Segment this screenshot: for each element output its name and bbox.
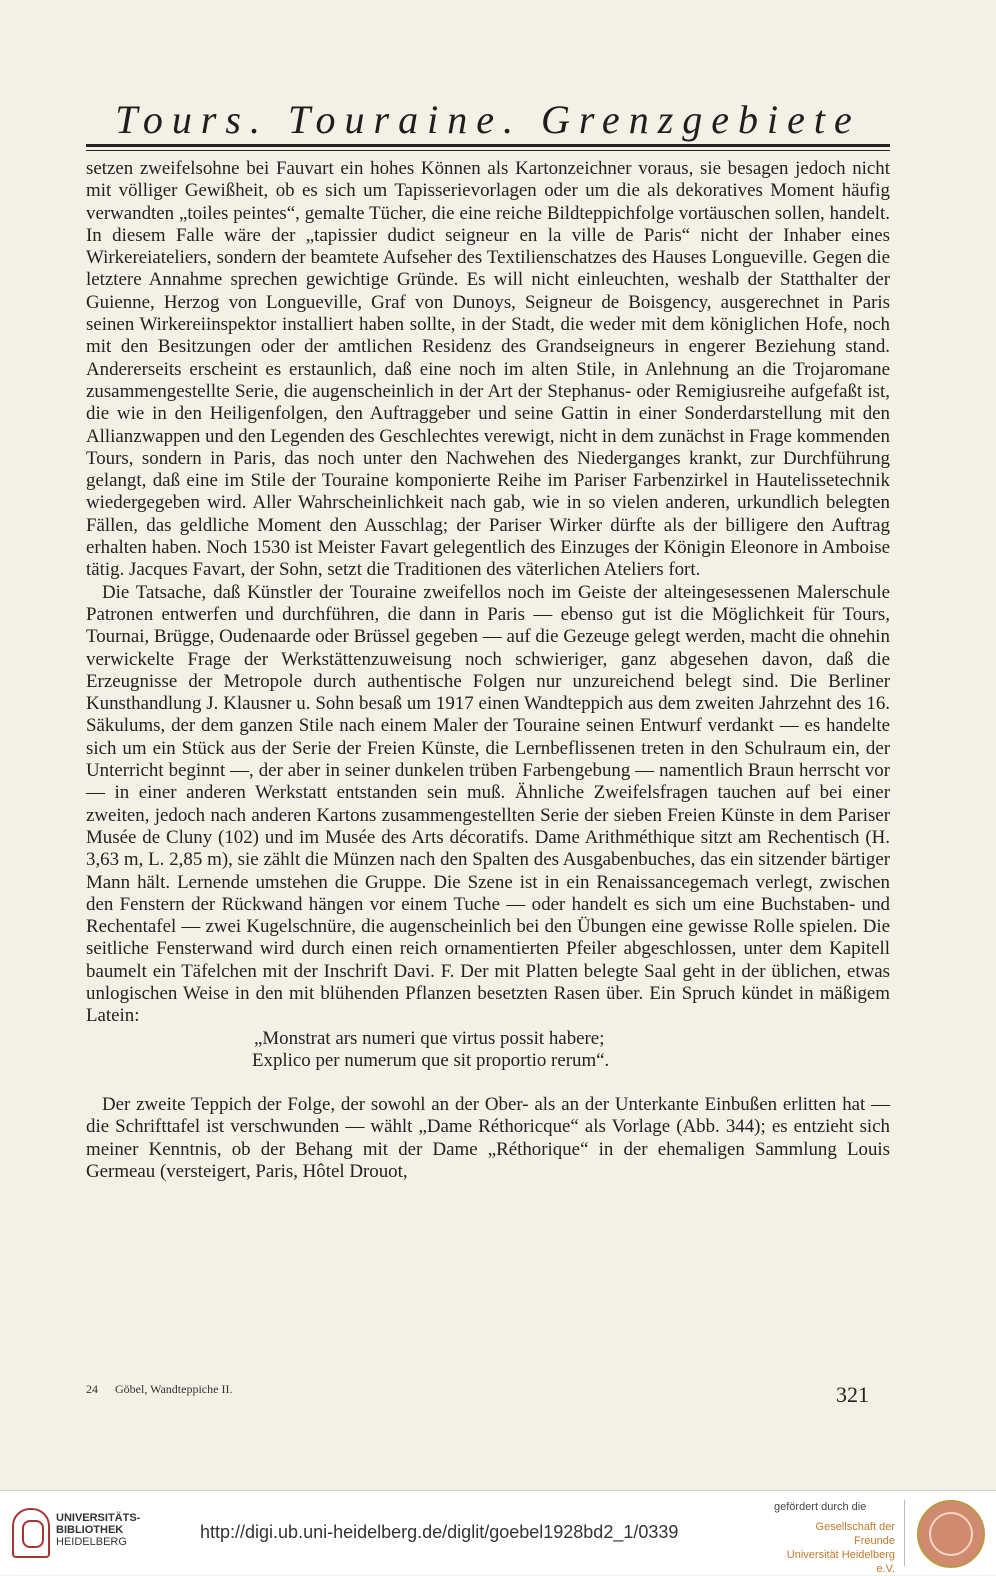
- university-library-logo-icon: [12, 1508, 50, 1558]
- library-line-1: UNIVERSITÄTS-: [56, 1512, 141, 1524]
- body-text: [86, 158, 890, 1183]
- verse-gap: [86, 1072, 890, 1094]
- paragraph-3: Der zweite Teppich der Folge, der sowohl an der Ober- als an der Unterkante Einbußen erlitten hat — die Schrifttafel ist verschwunden — wählt „Dame Réthoricque“ als Vorlage (Abb. 344); es entzieht sich meiner Kenntnis, ob der Behang mit der Dame „Réthorique“ in der ehemaligen Sammlung Louis Germeau (versteigert, Paris, Hôtel Drouot,: [86, 1094, 890, 1183]
- paragraph-1: setzen zweifelsohne bei Fauvart ein hohes Können als Kartonzeichner voraus, sie besagen jedoch nicht mit völliger Gewißheit, ob es sich um Tapisserievorlagen oder um die als dekoratives Moment häufig verwandten „toiles peintes“, gemalte Tücher, die eine reiche Bildteppichfolge vortäuschen sollen, handelt. In diesem Falle wäre der „tapissier dudict seigneur en la ville de Paris“ nicht der Inhaber eines Wirkereiateliers, sondern der beamtete Aufseher des Textilienschatzes des Hauses Longueville. Gegen die letztere Annahme sprechen gewichtige Gründe. Es will nicht einleuchten, weshalb der Statthalter der Guienne, Herzog von Longueville, Graf von Dunoys, Seigneur de Boisgency, ausgerechnet in Paris seinen Wirkereiinspektor installiert haben sollte, in der Stadt, die weder mit dem königlichen Hofe, noch mit den Besitzungen oder der amtlichen Residenz des Grandseigneurs in engerer Beziehung stand. Andererseits erscheint es erstaunlich, daß eine noch im alten Stile, in Anlehnung an die Trojaromane zusammengestellte Serie, die augenscheinlich in der Art der Stephanus- oder Remigiusreihe aufgefaßt ist, die wie in den Heiligenfolgen, den Auftraggeber und seine Gattin in einer Sonderdarstellung mit den Allianzwappen und den Legenden des Geschlechtes verewigt, nicht in dem zunächst in Frage kommenden Tours, sondern in Paris, das noch unter den Nachwehen des Niederganges krankt, zur Durchführung gelangt, daß eine im Stile der Touraine komponierte Reihe im Pariser Farbenzirkel in Hautelissetechnik wiedergegeben wird. Aller Wahrscheinlichkeit nach gab, wie in so vielen anderen, urkundlich belegten Fällen, das geldliche Moment den Ausschlag; der Pariser Wirker dürfte als der billigere den Auftrag erhalten haben. Noch 1530 ist Meister Favart gelegentlich des Einzuges der Königin Eleonore in Amboise tätig. Jacques Favart, der Sohn, setzt die Traditionen des väterlichen Ateliers fort.: [86, 158, 890, 581]
- signature-mark: 24: [86, 1382, 98, 1396]
- header-rule-thin: [86, 150, 890, 151]
- page-number: 321: [836, 1382, 869, 1407]
- header-rule-thick: [86, 144, 890, 147]
- page-footer: [86, 1382, 232, 1397]
- verse-line-2: Explico per numerum que sit proportio rerum“.: [252, 1049, 610, 1071]
- book-reference: Göbel, Wandteppiche II.: [115, 1382, 233, 1396]
- banner-divider: [904, 1500, 905, 1566]
- library-line-2: BIBLIOTHEK: [56, 1524, 124, 1536]
- paragraph-2: Die Tatsache, daß Künstler der Touraine zweifellos noch im Geiste der alteingesessenen Malerschule Patronen entwerfen und durchführen, die dann in Paris — ebenso gut ist die Möglichkeit für Tours, Tournai, Brügge, Oudenaarde oder Brüssel gegeben — auf die Gezeuge gelegt werden, macht die ohnehin verwickelte Frage der Werkstättenzuweisung noch schwieriger, ganz abgesehen davon, daß die Erzeugnisse der Metropole durch authentische Folgen nur unzureichend belegt sind. Die Berliner Kunsthandlung J. Klausner u. Sohn besaß um 1917 einen Wandteppich aus dem zweiten Jahrzehnt des 16. Säkulums, der dem ganzen Stile nach einem Maler der Touraine seinen Entwurf verdankt — es handelte sich um ein Stück aus der Serie der Freien Künste, die Lernbeflissenen treten in den Schulraum ein, der Unterricht beginnt —, der aber in seiner dunkelen trüben Farbengebung — namentlich Braun herrscht vor — in einer anderen Werkstatt entstanden sein muß. Ähnliche Zweifelsfragen tauchen auf bei einer zweiten, jedoch nach anderen Kartons zusammengestellten Serie der sieben Freien Künste in dem Pariser Musée de Cluny (102) und im Musée des Arts décoratifs. Dame Arithméthique sitzt am Rechentisch (H. 3,63 m, L. 2,85 m), sie zählt die Münzen nach den Spalten des Ausgabenbuches, das ein sitzender bärtiger Mann hält. Lernende umstehen die Gruppe. Die Szene ist in ein Renaissancegemach verlegt, zwischen den Fenstern der Rückwand hängen vor einem Tuche — oder handelt es sich um eine Buchstaben- und Rechentafel — zwei Kugelschnüre, die augenscheinlich bei den Übungen eine gewisse Rolle spielen. Die seitliche Fensterwand wird durch einen reich ornamentierten Pfeiler abgeschlossen, unter dem Kapitell baumelt ein Täfelchen mit der Inschrift Davi. F. Der mit Platten belegte Saal geht in der üblichen, etwas unlogischen Weise in den mit blühenden Pflanzen besetzten Rasen über. Ein Spruch kündet in mäßigem Latein:: [86, 581, 890, 1027]
- university-seal-icon: [917, 1500, 985, 1568]
- society-line-1: Gesellschaft der Freunde: [815, 1521, 895, 1547]
- running-header: Tours. Touraine. Grenzgebiete: [115, 97, 861, 142]
- verse-line-1: „Monstrat ars numeri que virtus possit habere;: [254, 1027, 605, 1049]
- society-line-2: Universität Heidelberg e.V.: [786, 1549, 895, 1575]
- permalink-url[interactable]: http://digi.ub.uni-heidelberg.de/diglit/goebel1928bd2_1/0339: [200, 1522, 679, 1542]
- society-name: [775, 1520, 895, 1576]
- funded-by-label: gefördert durch die: [774, 1501, 867, 1513]
- library-line-3: HEIDELBERG: [56, 1536, 127, 1548]
- library-name: [56, 1512, 140, 1548]
